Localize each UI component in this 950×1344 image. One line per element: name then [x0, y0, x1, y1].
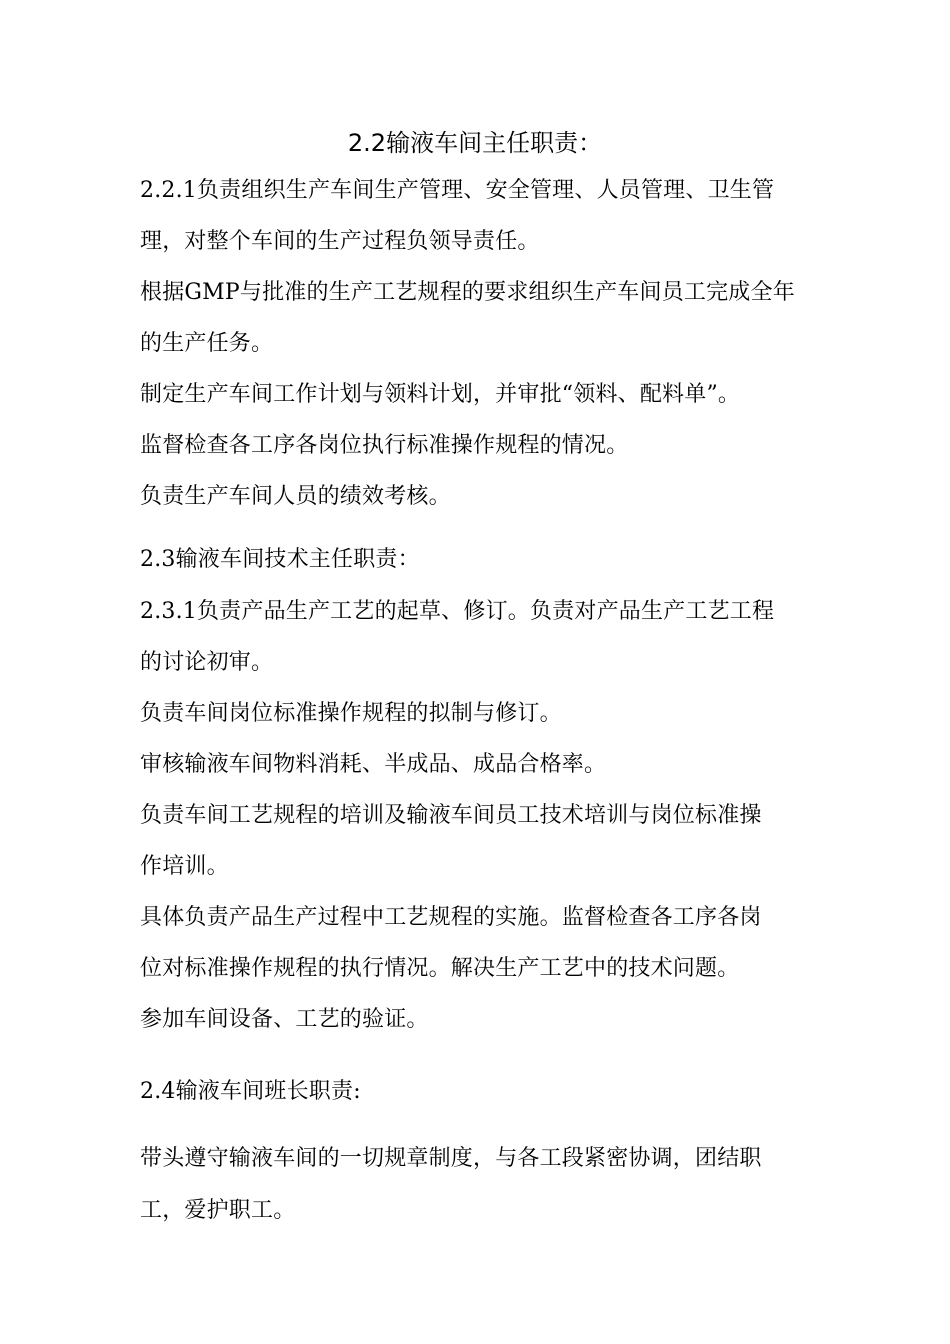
paragraph-line: 审核输液车间物料消耗、半成品、成品合格率。: [140, 752, 607, 777]
page-title: 2.2输液车间主任职责：: [347, 129, 603, 157]
paragraph-line: 监督检查各工序各岗位执行标准操作规程的情况。: [140, 433, 629, 458]
paragraph-line: 作培训。: [140, 854, 229, 879]
paragraph-line: 2.2.1负责组织生产车间生产管理、安全管理、人员管理、卫生管: [140, 178, 775, 203]
paragraph-line: 根据GMP与批准的生产工艺规程的要求组织生产车间员工完成全年: [140, 280, 795, 305]
paragraph-line: 2.3.1负责产品生产工艺的起草、修订。负责对产品生产工艺工程: [140, 599, 775, 624]
paragraph-line: 制定生产车间工作计划与领料计划，并审批“领料、配料单”。: [140, 382, 741, 407]
paragraph-line: 位对标准操作规程的执行情况。解决生产工艺中的技术问题。: [140, 956, 740, 981]
paragraph-line: 负责生产车间人员的绩效考核。: [140, 484, 451, 509]
paragraph-line: 负责车间工艺规程的培训及输液车间员工技术培训与岗位标准操: [140, 803, 762, 828]
paragraph-line: 工，爱护职工。: [140, 1198, 296, 1223]
paragraph-line: 具体负责产品生产过程中工艺规程的实施。监督检查各工序各岗: [140, 905, 762, 930]
section-heading: 2.4输液车间班长职责:: [140, 1079, 361, 1104]
paragraph-line: 的讨论初审。: [140, 650, 274, 675]
paragraph-line: 理，对整个车间的生产过程负领导责任。: [140, 229, 540, 254]
paragraph-line: 带头遵守输液车间的一切规章制度，与各工段紧密协调，团结职: [140, 1146, 762, 1171]
paragraph-line: 的生产任务。: [140, 331, 274, 356]
paragraph-line: 负责车间岗位标准操作规程的拟制与修订。: [140, 701, 562, 726]
paragraph-line: 参加车间设备、工艺的验证。: [140, 1007, 429, 1032]
section-heading: 2.3输液车间技术主任职责：: [140, 547, 420, 572]
